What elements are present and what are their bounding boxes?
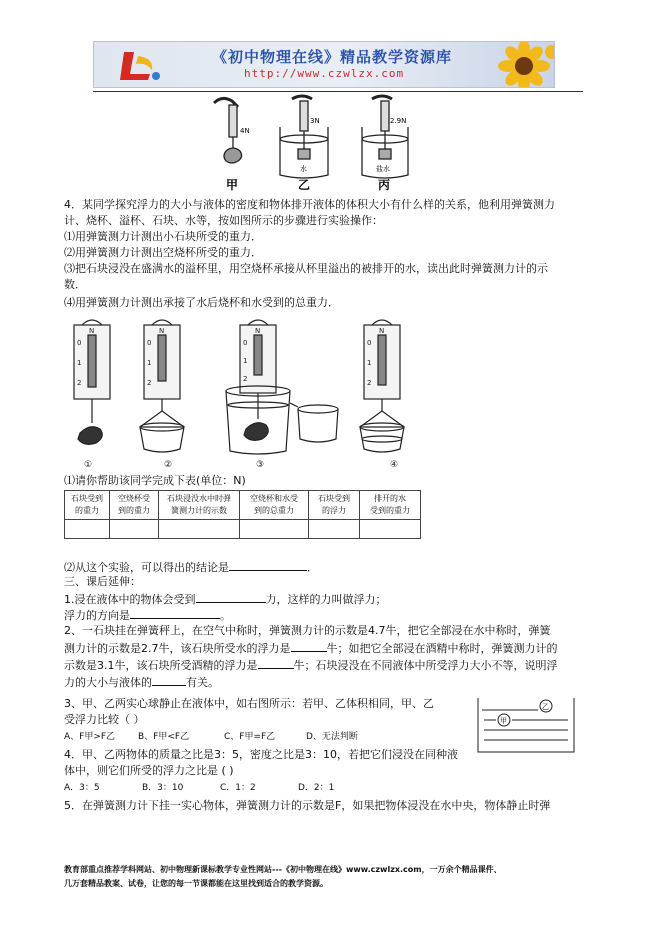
scale-3-mark-0: 0 — [243, 339, 248, 347]
site-title: 《初中物理在线》精品教学资源库 — [212, 48, 453, 66]
q2-blank-3[interactable] — [152, 674, 186, 686]
step-label-2: ② — [164, 460, 173, 470]
scale-3-top: N — [255, 327, 261, 335]
q4-option-b[interactable]: B．3：10 — [142, 783, 184, 793]
data-table — [64, 490, 421, 539]
header-banner — [93, 41, 555, 88]
q3-option-a[interactable]: A、F甲>F乙 — [64, 732, 116, 742]
s3-q1-line1: 1.浸在液体中的物体会受到 力，这样的力叫做浮力； — [64, 593, 387, 606]
answer-cell[interactable] — [65, 520, 110, 539]
col-header-6: 排开的水 受到的重力 — [360, 491, 421, 520]
q4-step-3b: 数． — [64, 278, 86, 291]
s3-q1-line2: 浮力的方向是 。 — [64, 609, 231, 622]
section3-title: 三、课后延伸： — [64, 575, 141, 588]
q2-blank-1[interactable] — [291, 640, 327, 652]
scale-2-mark-1: 1 — [147, 359, 152, 367]
sunflower-icon — [494, 42, 555, 88]
site-logo-icon — [110, 46, 170, 86]
s3-q3-options — [64, 730, 358, 744]
q4-intro-2: 计、烧杯、溢杯、石块、水等，按如图所示的步骤进行实验操作： — [64, 214, 383, 227]
label-bing: 丙 — [378, 178, 391, 192]
ball-jia-label: 甲 — [500, 717, 507, 725]
s3-q2-line3: 示数是3.1牛，该石块所受酒精的浮力是 牛；石块浸没在不同液体中所受浮力大小不等，说明浮 — [64, 659, 558, 672]
figure-two-balls — [476, 694, 576, 756]
conclusion-blank[interactable] — [229, 559, 307, 571]
footer-line-1: 教育部重点推荐学科网站、初中物理新课标教学专业性网站---《初中物理在线》www.czwlzx.com，一万余个精品课件、 — [64, 865, 502, 874]
s3-q5-line1: 5．在弹簧测力计下挂一实心物体，弹簧测力计的示数是F，如果把物体浸没在水中央，物体静止时弹 — [64, 799, 551, 812]
col-header-1: 石块受到 的重力 — [65, 491, 110, 520]
conclusion-line: ⑵从这个实验，可以得出的结论是 ． — [64, 561, 318, 574]
q1-blank-1[interactable] — [196, 591, 266, 603]
table-answer-row — [65, 520, 421, 539]
scale-1-top: N — [89, 327, 95, 335]
s3-q4-line1: 4．甲、乙两物体的质量之比是3：5，密度之比是3：10，若把它们浸没在同种液 — [64, 748, 458, 761]
q4-step-4: ⑷用弹簧测力计测出承接了水后烧杯和水受到的总重力． — [64, 296, 339, 309]
q4-option-a[interactable]: A．3：5 — [64, 783, 100, 793]
site-url[interactable]: http://www.czwlzx.com — [244, 67, 405, 80]
q4-step-2: ⑵用弹簧测力计测出空烧杯所受的重力． — [64, 246, 262, 259]
scale-4-mark-1: 1 — [367, 359, 372, 367]
s3-q2-line1: 2、一石块挂在弹簧秤上，在空气中称时，弹簧测力计的示数是4.7牛，把它全部浸在水中称时，弹簧 — [64, 624, 551, 637]
s3-q3-line1: 3、甲、乙两实心球静止在液体中，如右图所示：若甲、乙体积相同，甲、乙 — [64, 697, 434, 710]
step-label-4: ④ — [390, 460, 399, 470]
s3-q2-line2: 测力计的示数是2.7牛，该石块所受水的浮力是 牛；如把它全部浸在酒精中称时，弹簧测力计的 — [64, 642, 558, 655]
scale-1-mark-0: 0 — [77, 339, 82, 347]
label-yi: 乙 — [298, 178, 311, 192]
jia-reading: 4N — [240, 127, 250, 135]
col-header-2: 空烧杯受 到的重力 — [110, 491, 159, 520]
answer-cell[interactable] — [110, 520, 159, 539]
label-jia: 甲 — [226, 178, 239, 192]
yi-reading: 3N — [310, 117, 320, 125]
scale-4-top: N — [379, 327, 385, 335]
bing-reading: 2.9N — [390, 117, 407, 125]
answer-cell[interactable] — [240, 520, 309, 539]
step-label-3: ③ — [256, 460, 265, 470]
col-header-3: 石块浸没水中时弹 簧测力计的示数 — [159, 491, 240, 520]
s3-q3-line2: 受浮力比较（ ） — [64, 713, 145, 726]
jia-setup — [214, 98, 242, 163]
q1-blank-2[interactable] — [130, 607, 220, 619]
q3-option-b[interactable]: B、F甲<F乙 — [138, 732, 190, 742]
scale-2-mark-2: 2 — [147, 379, 152, 387]
answer-cell[interactable] — [159, 520, 240, 539]
scale-2-top: N — [159, 327, 165, 335]
yi-liquid: 水 — [300, 165, 307, 173]
q4-option-d[interactable]: D．2：1 — [298, 783, 335, 793]
table-prompt: ⑴请你帮助该同学完成下表(单位：N) — [64, 474, 246, 487]
s3-q2-line4: 力的大小与液体的 有关。 — [64, 676, 219, 689]
q2-blank-2[interactable] — [258, 657, 294, 669]
q3-option-c[interactable]: C、F甲=F乙 — [224, 732, 276, 742]
col-header-5: 石块受到 的浮力 — [309, 491, 360, 520]
ball-yi-label: 乙 — [542, 703, 549, 711]
table-header-row — [65, 491, 421, 520]
s3-q4-options — [64, 781, 334, 795]
scale-3-mark-1: 1 — [243, 357, 248, 365]
bing-liquid: 盐水 — [376, 165, 390, 173]
scale-4-mark-2: 2 — [367, 379, 372, 387]
scale-4-mark-0: 0 — [367, 339, 372, 347]
answer-cell[interactable] — [360, 520, 421, 539]
q4-step-1: ⑴用弹簧测力计测出小石块所受的重力． — [64, 230, 262, 243]
q3-option-d[interactable]: D、无法判断 — [306, 732, 358, 742]
q4-intro-1: 4．某同学探究浮力的大小与液体的密度和物体排开液体的体积大小有什么样的关系，他利用弹簧测力 — [64, 198, 555, 211]
scale-3-mark-2: 2 — [243, 375, 248, 383]
scale-1-mark-1: 1 — [77, 359, 82, 367]
figure-spring-scale-jia-yi-bing — [200, 93, 450, 193]
col-header-4: 空烧杯和水受 到的总重力 — [240, 491, 309, 520]
q4-option-c[interactable]: C．1：2 — [220, 783, 256, 793]
footer-line-2: 几万套精品教案、试卷，让您的每一节课都能在这里找到适合的教学资源。 — [64, 879, 328, 888]
header-divider — [93, 91, 583, 92]
scale-1-mark-2: 2 — [77, 379, 82, 387]
answer-cell[interactable] — [309, 520, 360, 539]
step-label-1: ① — [84, 460, 93, 470]
s3-q4-line2: 体中，则它们所受的浮力之比是 ( ) — [64, 764, 234, 777]
scale-2-mark-0: 0 — [147, 339, 152, 347]
q4-step-3a: ⑶把石块浸没在盛满水的溢杯里，用空烧杯承接从杯里溢出的被排开的水，读出此时弹簧测力计的示 — [64, 262, 548, 275]
figure-four-steps — [60, 315, 420, 473]
